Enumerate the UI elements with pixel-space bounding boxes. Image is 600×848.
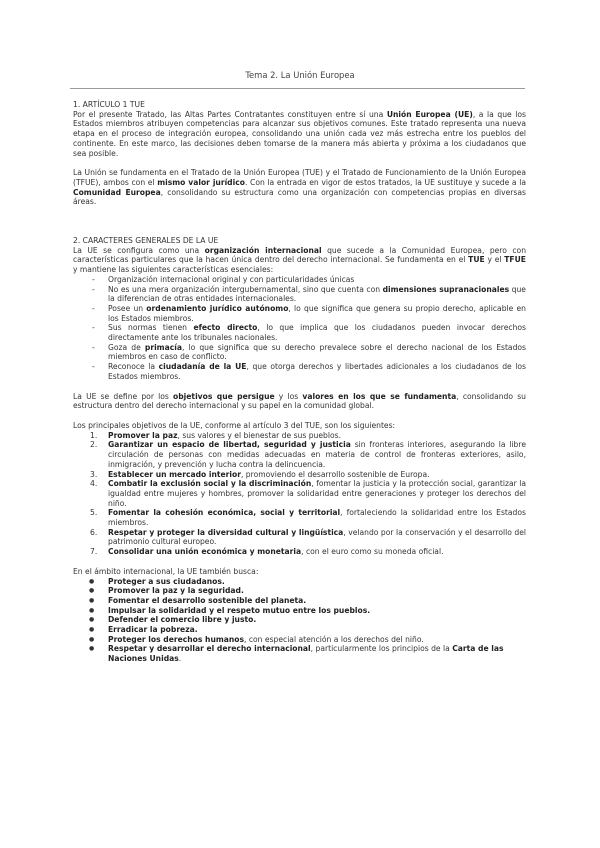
numbered-list-item bbox=[73, 470, 526, 480]
bold-text: TFUE bbox=[504, 255, 526, 265]
international-bullet-list bbox=[73, 577, 526, 664]
bold-text: Establecer un mercado interior bbox=[108, 469, 241, 479]
text-run: Posee un bbox=[108, 303, 147, 313]
text-run: , velando por la conservación y el desarrollo del patrimonio cultural europeo. bbox=[108, 527, 526, 547]
bullet-list-item bbox=[73, 596, 526, 606]
text-run: , lo que significa que su derecho prevalece sobre el derecho nacional de los Estados miembros en caso de conflicto. bbox=[108, 342, 526, 362]
bold-text: Unión Europea (UE) bbox=[386, 109, 473, 119]
text-run: , fomentar la justicia y la protección social, garantizar la igualdad entre mujeres y hombres, promover la solidaridad entre generaciones y proteger los derechos del niño. bbox=[108, 479, 527, 508]
bold-text: Impulsar la solidaridad y el respeto mutuo entre los pueblos. bbox=[108, 605, 371, 615]
objectives-paragraph bbox=[73, 392, 526, 411]
numbered-list-item bbox=[73, 440, 526, 469]
text-run: , con el euro como su moneda oficial. bbox=[301, 547, 444, 557]
text-run: En el ámbito internacional, la UE también busca: bbox=[73, 566, 259, 576]
bold-text: primacía bbox=[144, 342, 182, 352]
spacer bbox=[73, 557, 526, 567]
bullet-list-item bbox=[73, 586, 526, 596]
bold-text: valores en los que se fundamenta bbox=[302, 391, 457, 401]
text-run: , lo que implica que los ciudadanos pueden invocar derechos directamente ante los tribunales nacionales. bbox=[108, 323, 527, 343]
text-run: No es una mera organización intergubernamental, sino que cuenta con bbox=[108, 284, 383, 294]
text-run: , fortaleciendo la solidaridad entre los Estados miembros. bbox=[108, 508, 526, 528]
bullet-list-item bbox=[73, 644, 526, 663]
text-run: Organización internacional original y con particularidades únicas bbox=[108, 274, 355, 284]
section-1-paragraph-2 bbox=[73, 168, 526, 207]
bold-text: Consolidar una unión económica y monetaria bbox=[108, 547, 302, 557]
bold-text: ordenamiento jurídico autónomo bbox=[146, 303, 289, 313]
text-run: Por el presente Tratado, las Altas Partes Contratantes constituyen entre sí una bbox=[73, 109, 387, 119]
text-run: y mantiene las siguientes características esenciales: bbox=[73, 265, 274, 275]
bold-text: Carta de las Naciones Unidas bbox=[108, 644, 504, 664]
bullet-list-item bbox=[73, 577, 526, 587]
dash-list-item bbox=[73, 304, 526, 323]
bold-text: Promover la paz y la seguridad. bbox=[108, 586, 244, 596]
bold-text: dimensiones supranacionales bbox=[382, 284, 510, 294]
list-number: 1. bbox=[90, 430, 98, 440]
text-run: y los bbox=[274, 391, 303, 401]
bold-text: Proteger a sus ciudadanos. bbox=[108, 576, 225, 586]
bold-text: Erradicar la pobreza. bbox=[108, 625, 198, 635]
dash-list-item bbox=[73, 285, 526, 304]
text-run: , promoviendo el desarrollo sostenible de Europa. bbox=[240, 469, 430, 479]
spacer bbox=[73, 158, 526, 168]
text-run: que la diferencian de otras entidades internacionales. bbox=[108, 284, 526, 304]
text-run: , que otorga derechos y libertades adicionales a los ciudadanos de los Estados miembros. bbox=[108, 362, 527, 381]
text-run: , consolidando su estructura como una organización con competencias propias en diversas áreas. bbox=[73, 187, 526, 207]
text-run: sin fronteras interiores, asegurando la libre circulación de personas con medidas adecuadas en materia de control de fronteras exteriores, asilo, inmigración, y prevención y lucha contra la delincuencia. bbox=[108, 440, 526, 469]
header-divider bbox=[70, 88, 525, 89]
bold-text: Respetar y desarrollar el derecho internacional bbox=[108, 644, 311, 654]
text-run: La Unión se fundamenta en el Tratado de la Unión Europea (TUE) y el Tratado de Funcionamiento de la Unión Europea (TFUE), ambos con el bbox=[73, 168, 526, 187]
numbered-list-item bbox=[73, 431, 526, 441]
bold-text: mismo valor jurídico bbox=[157, 177, 245, 187]
text-run: Reconoce la bbox=[108, 362, 159, 372]
bold-text: Garantizar un espacio de libertad, seguridad y justicia bbox=[108, 440, 351, 450]
text-run: , lo que significa que genera su propio derecho, aplicable en los Estados miembros. bbox=[108, 303, 526, 323]
dash-list-item bbox=[73, 323, 526, 342]
section-1-paragraph-1 bbox=[73, 110, 526, 159]
document-body bbox=[73, 100, 526, 664]
numbered-list-item bbox=[73, 508, 526, 527]
spacer bbox=[73, 411, 526, 421]
page-header: Tema 2. La Unión Europea bbox=[245, 70, 355, 80]
bold-text: Respetar y proteger la diversidad cultural y lingüística bbox=[108, 527, 344, 537]
text-run: Los principales objetivos de la UE, conforme al artículo 3 del TUE, son los siguientes: bbox=[73, 420, 396, 430]
bold-text: Proteger los derechos humanos bbox=[108, 634, 245, 644]
list-number: 3. bbox=[90, 469, 98, 479]
list-number: 6. bbox=[90, 527, 98, 537]
list-number: 5. bbox=[90, 508, 98, 518]
bullet-list-item bbox=[73, 635, 526, 645]
text-run: , consolidando su estructura dentro del derecho internacional y su papel en la comunidad global. bbox=[73, 391, 526, 411]
text-run: y el bbox=[484, 255, 505, 265]
list-number: 7. bbox=[90, 547, 98, 557]
dash-list-item bbox=[73, 275, 526, 285]
bold-text: objetivos que persigue bbox=[173, 391, 275, 401]
text-run: La UE se define por los bbox=[73, 391, 174, 401]
international-intro bbox=[73, 567, 526, 577]
bold-text: Fomentar el desarrollo sostenible del planeta. bbox=[108, 595, 307, 605]
dash-list-item bbox=[73, 362, 526, 381]
numbered-list-item bbox=[73, 547, 526, 557]
bold-text: efecto directo bbox=[193, 323, 258, 333]
bold-text: organización internacional bbox=[204, 245, 322, 255]
section-2-title: 2. CARACTERES GENERALES DE LA UE bbox=[73, 236, 219, 246]
numbered-list-item bbox=[73, 528, 526, 547]
spacer bbox=[73, 207, 526, 236]
objectives-numbered-list bbox=[73, 431, 526, 557]
text-run: Goza de bbox=[108, 342, 145, 352]
section-1-title: 1. ARTÍCULO 1 TUE bbox=[73, 100, 145, 109]
bold-text: Comunidad Europea bbox=[73, 187, 161, 197]
text-run: Sus normas tienen bbox=[108, 323, 194, 333]
bold-text: ciudadanía de la UE bbox=[158, 362, 247, 372]
bold-text: TUE bbox=[468, 255, 485, 265]
bold-text: Fomentar la cohesión económica, social y territorial bbox=[108, 508, 341, 518]
bullet-list-item bbox=[73, 615, 526, 625]
bold-text: Promover la paz bbox=[108, 430, 178, 440]
text-run: . bbox=[178, 654, 182, 664]
bullet-list-item bbox=[73, 606, 526, 616]
bullet-list-item bbox=[73, 625, 526, 635]
text-run: , particularmente los principios de la bbox=[310, 644, 453, 654]
numbered-list-item bbox=[73, 479, 526, 508]
dash-list-item bbox=[73, 343, 526, 362]
bold-text: Combatir la exclusión social y la discriminación bbox=[108, 479, 312, 489]
spacer bbox=[73, 382, 526, 392]
text-run: . Con la entrada en vigor de estos tratados, la UE sustituye y sucede a la bbox=[244, 177, 526, 187]
main-objectives-intro bbox=[73, 421, 526, 431]
list-number: 2. bbox=[90, 440, 98, 450]
list-number: 4. bbox=[90, 479, 98, 489]
section-2-intro bbox=[73, 246, 526, 275]
text-run: que sucede a la Comunidad Europea, pero con características particulares que la hacen única dentro del derecho internacional. Se fundamenta en el bbox=[73, 245, 527, 265]
text-run: , a la que los Estados miembros atribuyen competencias para alcanzar sus objetivos comunes. Este tratado representa una nueva etapa en el proceso de integración europea, consolidando una unión cada vez más estrecha entre los pueblos del continente. En este marco, las decisiones deben tomarse de la manera más abierta y próxima a los ciudadanos que sea posible. bbox=[73, 109, 526, 158]
bold-text: Defender el comercio libre y justo. bbox=[108, 615, 257, 625]
text-run: La UE se configura como una bbox=[73, 245, 205, 255]
text-run: , con especial atención a los derechos del niño. bbox=[244, 634, 424, 644]
characteristics-list bbox=[73, 275, 526, 382]
text-run: , sus valores y el bienestar de sus pueblos. bbox=[177, 430, 341, 440]
